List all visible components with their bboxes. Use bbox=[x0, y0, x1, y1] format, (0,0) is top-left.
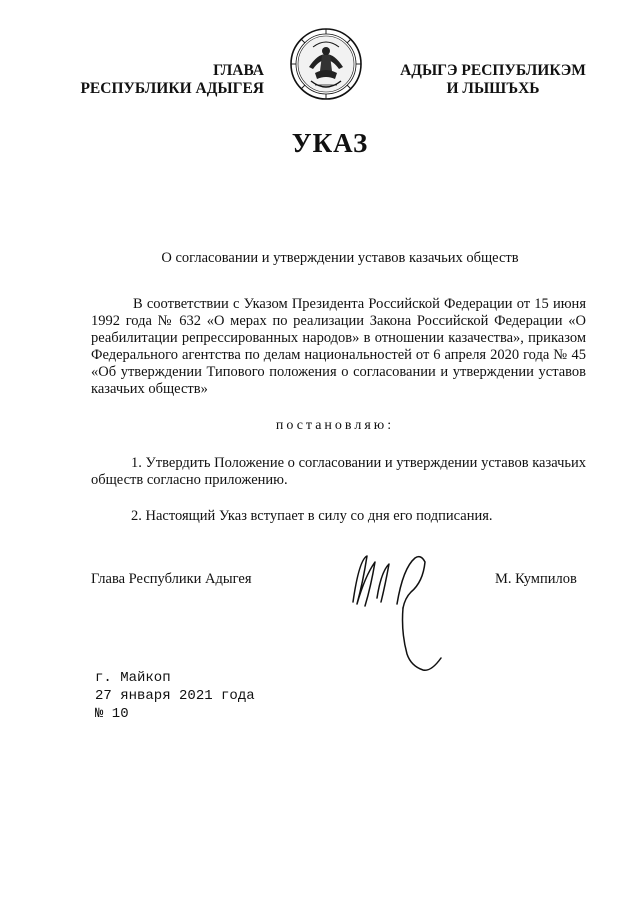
document-number: № 10 bbox=[95, 706, 129, 722]
issuer-russian bbox=[78, 62, 264, 98]
preamble-paragraph: В соответствии с Указом Президента Российской Федерации от 15 июня 1992 года № 632 «О мерах по реализации Закона Российской Федерации «О реабилитации репрессированных народов» в отношении казачества», приказом Федерального агентства по делам национальностей от 6 апреля 2020 года № 45 «Об утверждении Типового положения о согласовании и утверждении уставов казачьих обществ» bbox=[91, 296, 586, 397]
issuer-adyghe-line-2: И ЛЫШЪХЬ bbox=[446, 80, 540, 97]
signatory-position: Глава Республики Адыгея bbox=[91, 571, 252, 587]
date-of-signing: 27 января 2021 года bbox=[95, 688, 255, 704]
issuer-russian-line-2: РЕСПУБЛИКИ АДЫГЕЯ bbox=[80, 80, 264, 97]
coat-of-arms-icon bbox=[289, 27, 363, 101]
issuer-russian-line-1: ГЛАВА bbox=[213, 62, 264, 79]
decree-item-2: 2. Настоящий Указ вступает в силу со дня его подписания. bbox=[131, 508, 493, 524]
decree-word: постановляю: bbox=[275, 418, 395, 433]
signatory-name: М. Кумпилов bbox=[495, 571, 577, 587]
issuer-adyghe bbox=[393, 62, 593, 98]
document-subject: О согласовании и утверждении уставов казачьих обществ bbox=[161, 250, 519, 266]
issuer-adyghe-line-1: АДЫГЭ РЕСПУБЛИКЭМ bbox=[400, 62, 586, 79]
handwritten-signature-icon bbox=[345, 552, 445, 674]
document-title: УКАЗ bbox=[291, 128, 369, 158]
place-of-signing: г. Майкоп bbox=[95, 670, 171, 686]
decree-item-1: 1. Утвердить Положение о согласовании и утверждении уставов казачьих обществ согласно приложению. bbox=[91, 455, 586, 488]
